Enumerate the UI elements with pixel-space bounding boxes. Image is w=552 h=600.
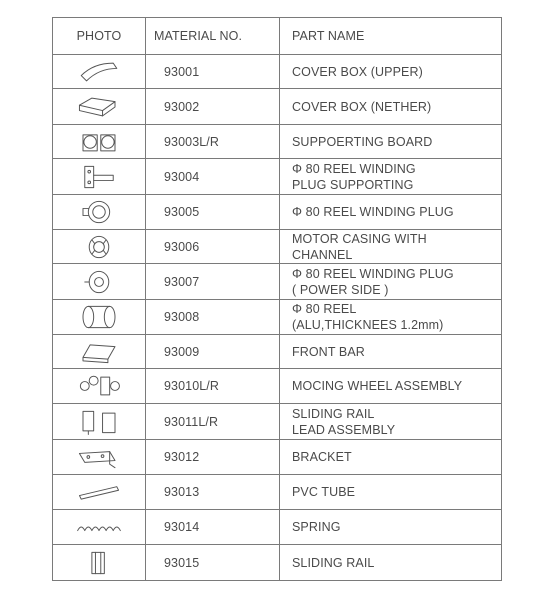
part-name xyxy=(280,264,502,300)
part-name-line1: Φ 80 REEL WINDING PLUG xyxy=(292,205,454,219)
sliding-rail-icon xyxy=(71,547,127,579)
material-no: 93008 xyxy=(146,300,280,335)
table-row xyxy=(53,89,502,125)
part-name xyxy=(280,335,502,369)
part-photo xyxy=(53,89,146,125)
table-row xyxy=(53,369,502,404)
part-photo xyxy=(53,264,146,300)
part-name xyxy=(280,89,502,125)
reel-tube-icon xyxy=(71,301,127,333)
material-no: 93012 xyxy=(146,440,280,475)
part-name-line2: (ALU,THICKNEES 1.2mm) xyxy=(292,318,444,332)
part-photo xyxy=(53,440,146,475)
part-name xyxy=(280,404,502,440)
plug-supporting-icon xyxy=(71,161,127,193)
part-name xyxy=(280,475,502,510)
material-no: 93011L/R xyxy=(146,404,280,440)
wheel-assembly-icon xyxy=(71,370,127,402)
header-material-no: MATERIAL NO. xyxy=(146,18,280,55)
part-photo xyxy=(53,159,146,195)
part-name-line1: SLIDING RAIL xyxy=(292,406,375,421)
material-no: 93010L/R xyxy=(146,369,280,404)
part-name-line1: FRONT BAR xyxy=(292,344,365,359)
part-name xyxy=(280,159,502,195)
material-no: 93015 xyxy=(146,545,280,581)
table-row xyxy=(53,230,502,264)
header-part-name: PART NAME xyxy=(280,18,502,55)
table-row xyxy=(53,195,502,230)
material-no: 93005 xyxy=(146,195,280,230)
cover-box-upper-icon xyxy=(71,56,127,88)
part-name-line2: CHANNEL xyxy=(292,247,353,262)
header-row xyxy=(53,18,502,55)
part-photo xyxy=(53,125,146,159)
material-no: 93013 xyxy=(146,475,280,510)
part-photo xyxy=(53,369,146,404)
part-name-line1: SLIDING RAIL xyxy=(292,555,375,570)
part-name-line2: ( POWER SIDE ) xyxy=(292,282,389,297)
front-bar-icon xyxy=(71,336,127,368)
part-name xyxy=(280,510,502,545)
winding-plug-icon xyxy=(71,196,127,228)
part-name xyxy=(280,125,502,159)
table-row xyxy=(53,404,502,440)
part-name xyxy=(280,440,502,475)
part-photo xyxy=(53,55,146,89)
part-photo xyxy=(53,510,146,545)
material-no: 93002 xyxy=(146,89,280,125)
part-name-line1: MOCING WHEEL ASSEMBLY xyxy=(292,379,463,393)
part-name-line1: Φ 80 REEL WINDING xyxy=(292,161,416,176)
part-name xyxy=(280,369,502,404)
material-no: 93009 xyxy=(146,335,280,369)
part-name xyxy=(280,230,502,264)
part-name-line1: Φ 80 REEL xyxy=(292,302,357,316)
material-no: 93006 xyxy=(146,230,280,264)
part-name-line1: PVC TUBE xyxy=(292,485,356,499)
material-no: 93003L/R xyxy=(146,125,280,159)
power-side-plug-icon xyxy=(71,266,127,298)
part-name-line1: Φ 80 REEL WINDING PLUG xyxy=(292,266,454,281)
part-photo xyxy=(53,300,146,335)
part-name-line1: SUPPOERTING BOARD xyxy=(292,134,433,149)
material-no: 93007 xyxy=(146,264,280,300)
table-row xyxy=(53,264,502,300)
rail-lead-assembly-icon xyxy=(71,406,127,438)
part-name-line1: COVER BOX (UPPER) xyxy=(292,64,423,79)
part-photo xyxy=(53,335,146,369)
part-name-line1: COVER BOX (NETHER) xyxy=(292,99,432,114)
spring-icon xyxy=(71,511,127,543)
part-name xyxy=(280,300,502,335)
table-row xyxy=(53,545,502,581)
motor-casing-icon xyxy=(71,231,127,263)
part-photo xyxy=(53,195,146,230)
part-name xyxy=(280,55,502,89)
bracket-icon xyxy=(71,441,127,473)
part-name-line2: LEAD ASSEMBLY xyxy=(292,422,396,437)
table-row xyxy=(53,335,502,369)
part-photo xyxy=(53,475,146,510)
part-name-line2: PLUG SUPPORTING xyxy=(292,177,414,192)
material-no: 93004 xyxy=(146,159,280,195)
cover-box-nether-icon xyxy=(71,91,127,123)
supporting-board-icon xyxy=(71,126,127,158)
material-no: 93001 xyxy=(146,55,280,89)
material-no: 93014 xyxy=(146,510,280,545)
part-name-line1: BRACKET xyxy=(292,450,352,464)
table-row xyxy=(53,159,502,195)
part-name-line1: MOTOR CASING WITH xyxy=(292,231,427,246)
part-name xyxy=(280,545,502,581)
table-row xyxy=(53,440,502,475)
table-row xyxy=(53,510,502,545)
part-name xyxy=(280,195,502,230)
part-photo xyxy=(53,404,146,440)
part-photo xyxy=(53,230,146,264)
pvc-tube-icon xyxy=(71,476,127,508)
table-row xyxy=(53,475,502,510)
header-photo: PHOTO xyxy=(53,18,146,55)
part-name-line1: SPRING xyxy=(292,520,341,534)
parts-table xyxy=(52,17,502,581)
table-row xyxy=(53,55,502,89)
table-row xyxy=(53,125,502,159)
table-row xyxy=(53,300,502,335)
part-photo xyxy=(53,545,146,581)
